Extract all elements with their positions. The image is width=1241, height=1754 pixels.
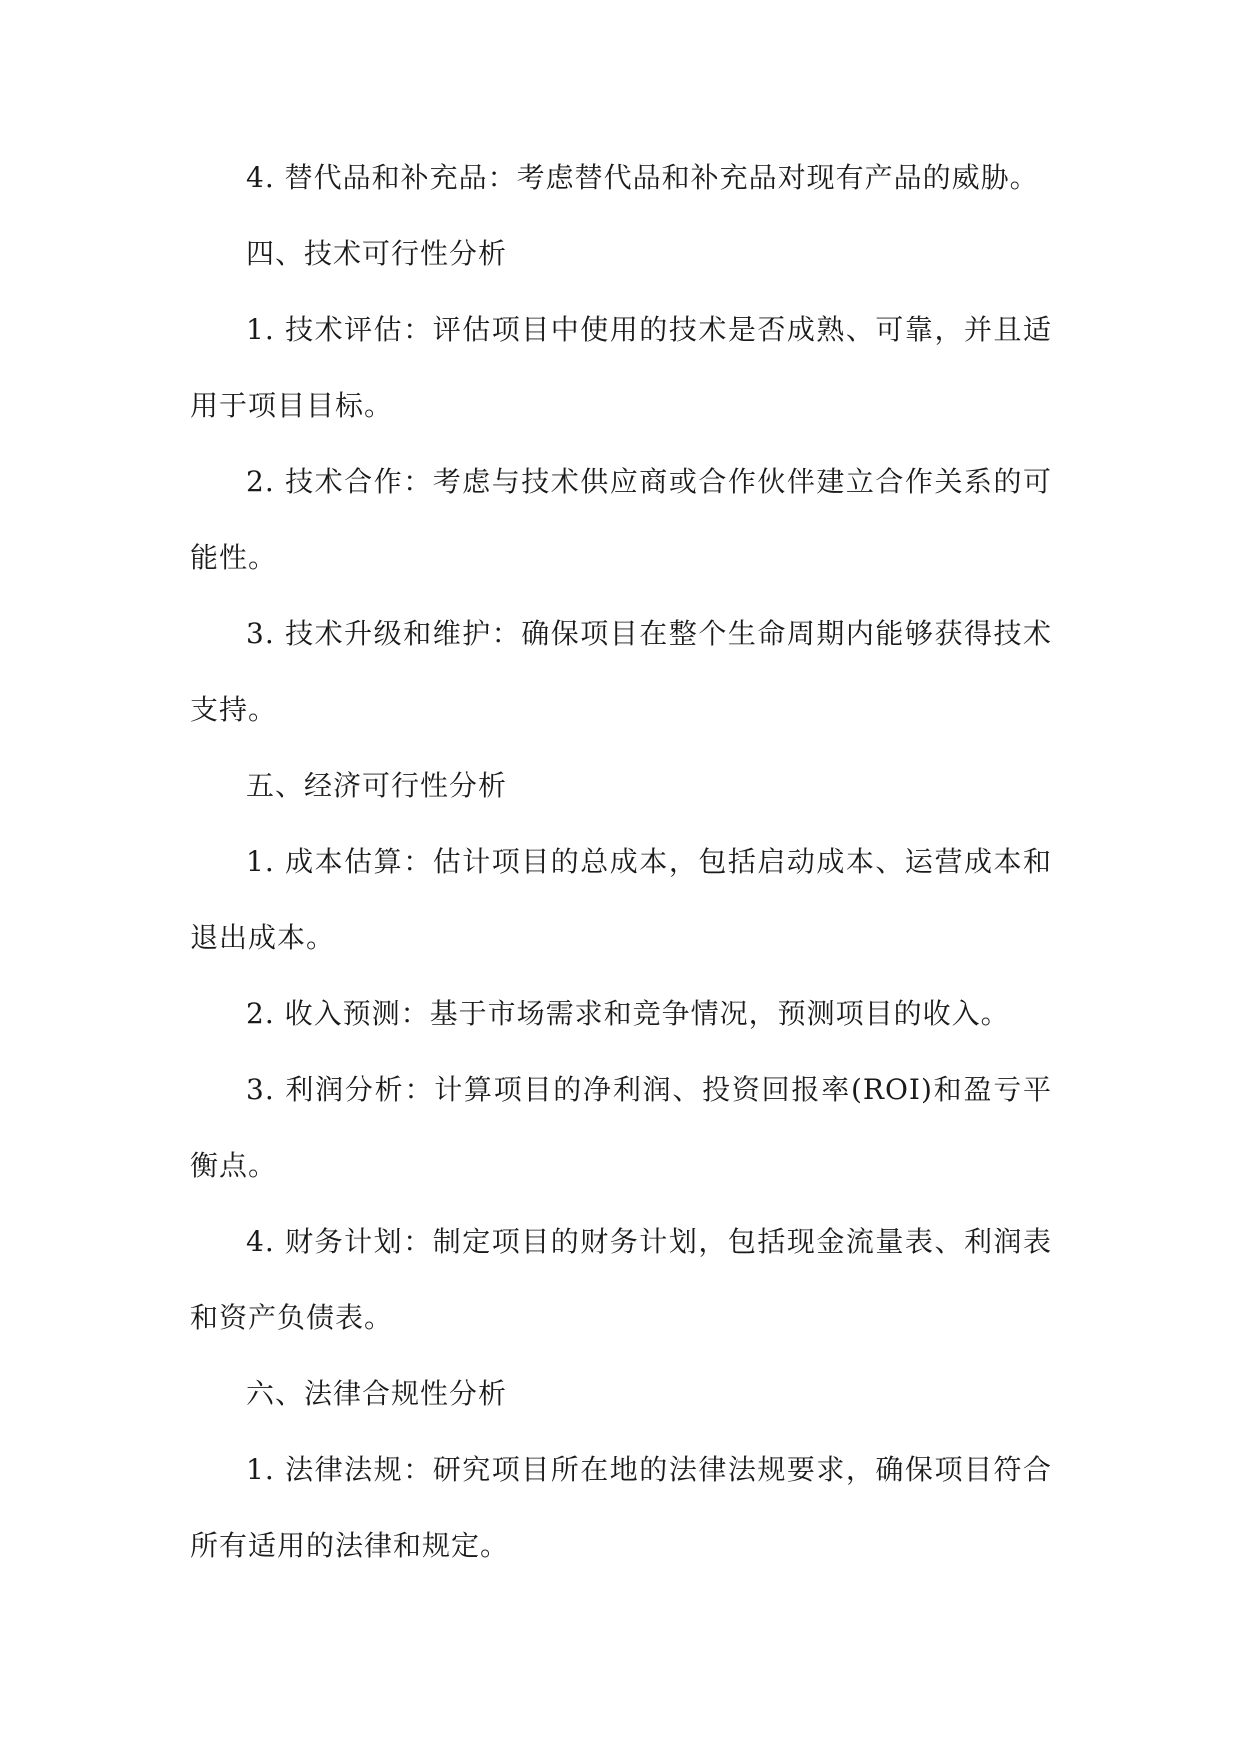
section-heading-legal-compliance: 六、法律合规性分析 bbox=[246, 1377, 508, 1410]
list-item-technical-upgrade: 3. 技术升级和维护：确保项目在整个生命周期内能够获得技术支持。 bbox=[190, 617, 1052, 726]
list-item-technical-assessment: 1. 技术评估：评估项目中使用的技术是否成熟、可靠，并且适用于项目目标。 bbox=[190, 313, 1052, 422]
list-item-revenue-forecast: 2. 收入预测：基于市场需求和竞争情况，预测项目的收入。 bbox=[246, 997, 1010, 1030]
list-item-profit-analysis: 3. 利润分析：计算项目的净利润、投资回报率(ROI)和盈亏平衡点。 bbox=[190, 1073, 1052, 1182]
list-item-financial-plan: 4. 财务计划：制定项目的财务计划，包括现金流量表、利润表和资产负债表。 bbox=[190, 1225, 1052, 1334]
list-item-substitutes: 4. 替代品和补充品：考虑替代品和补充品对现有产品的威胁。 bbox=[246, 161, 1039, 194]
list-item-technical-cooperation: 2. 技术合作：考虑与技术供应商或合作伙伴建立合作关系的可能性。 bbox=[190, 465, 1052, 574]
list-item-laws-regulations: 1. 法律法规：研究项目所在地的法律法规要求，确保项目符合所有适用的法律和规定。 bbox=[190, 1453, 1052, 1562]
document-body bbox=[190, 140, 1052, 1584]
section-heading-economic-feasibility: 五、经济可行性分析 bbox=[246, 769, 508, 802]
list-item-cost-estimate: 1. 成本估算：估计项目的总成本，包括启动成本、运营成本和退出成本。 bbox=[190, 845, 1052, 954]
section-heading-technical-feasibility: 四、技术可行性分析 bbox=[246, 237, 508, 270]
